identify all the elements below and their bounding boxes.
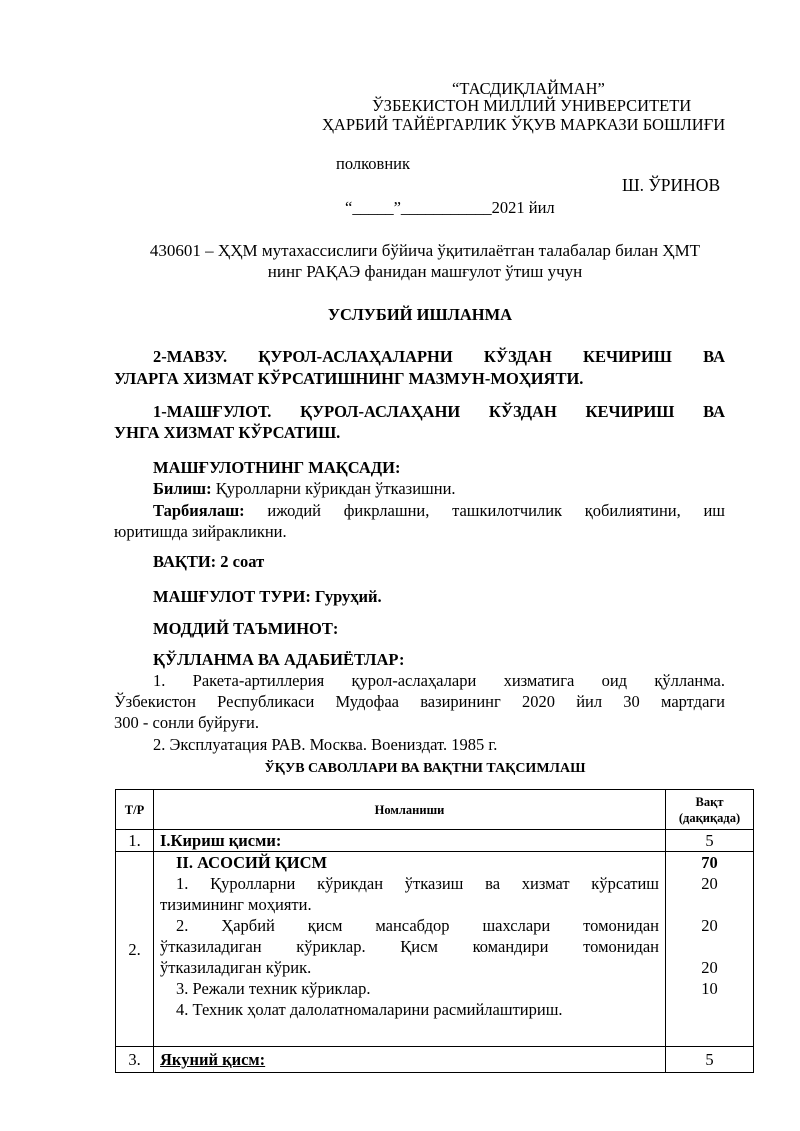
goal-knowledge-label: Билиш: (153, 479, 212, 498)
row-name: I.Кириш қисми: (154, 830, 666, 852)
header-number: Т/Р (116, 790, 154, 830)
schedule-header-row (116, 790, 754, 830)
goal-upbringing-label: Тарбиялаш: (153, 501, 245, 520)
lesson-line-2: УНГА ХИЗМАТ КЎРСАТИШ. (114, 423, 341, 442)
lesson-time: ВАҚТИ: 2 соат (153, 552, 265, 571)
material-support: МОДДИЙ ТАЪМИНОТ: (153, 619, 339, 638)
approval-signer: Ш. ЎРИНОВ (622, 175, 721, 195)
main-item-2-time: 20 (701, 916, 718, 935)
main-item-2-line-3: ўтказиладиган кўрик. (160, 958, 312, 977)
document-title: УСЛУБИЙ ИШЛАНМА (327, 305, 513, 324)
main-part-title: II. АСОСИЙ ҚИСМ (176, 853, 328, 872)
literature-heading: ҚЎЛЛАНМА ВА АДАБИЁТЛАР: (153, 650, 405, 669)
row-name (154, 852, 666, 1047)
goal-upbringing-text: ижодий фикрлашни, ташкилотчилик қобилиятини, иш (244, 501, 725, 520)
intro-line-1: 430601 – ҲҲМ мутахассислиги бўйича ўқитилаётган талабалар билан ҲМТ (149, 241, 701, 260)
main-item-1-time: 20 (701, 874, 718, 893)
literature-item-1-line-1: 1. Ракета-артиллерия қурол-аслаҳалари хизматига оид қўлланма. (153, 671, 725, 690)
row-time (666, 852, 754, 1047)
literature-item-1-line-3: 300 - сонли буйруғи. (114, 713, 259, 732)
header-time-label: Вақт (695, 794, 724, 809)
approval-university: ЎЗБЕКИСТОН МИЛЛИЙ УНИВЕРСИТЕТИ (372, 96, 692, 115)
table-row (116, 1047, 754, 1073)
approval-date: “_____”___________2021 йил (345, 198, 555, 217)
lesson-line-1: 1-МАШҒУЛОТ. ҚУРОЛ-АСЛАҲАНИ КЎЗДАН КЕЧИРИШ ВА (153, 402, 725, 421)
main-part-time: 70 (701, 853, 718, 872)
row-number: 2. (116, 852, 154, 1047)
table-row (116, 852, 754, 1047)
literature-item-1-line-2: Ўзбекистон Республикаси Мудофаа вазирининг 2020 йил 30 мартдаги (114, 692, 725, 711)
row-time: 5 (666, 830, 754, 852)
intro-line-2: нинг РАҚАЭ фанидан машғулот ўтиш учун (267, 262, 583, 281)
main-item-4: 4. Техник ҳолат далолатномаларини расмийлаштириш. (176, 1000, 563, 1019)
main-item-3: 3. Режали техник кўриклар. (176, 979, 371, 998)
main-item-4-time: 10 (701, 979, 718, 998)
header-time (666, 790, 754, 830)
main-item-2-line-1: 2. Ҳарбий қисм мансабдор шахслари томонидан (176, 916, 659, 935)
goal-knowledge-text: Қуролларни кўрикдан ўтказишни. (211, 479, 456, 498)
topic-line-2: УЛАРГА ХИЗМАТ КЎРСАТИШНИНГ МАЗМУН-МОҲИЯТИ. (114, 369, 584, 388)
schedule-table (115, 789, 754, 1073)
goals-heading: МАШҒУЛОТНИНГ МАҚСАДИ: (153, 458, 401, 477)
header-name: Номланиши (154, 790, 666, 830)
approval-rank: полковник (336, 154, 410, 173)
header-time-unit: (дақиқада) (678, 810, 741, 825)
goal-upbringing-line-1 (153, 500, 725, 521)
topic-line-1: 2-МАВЗУ. ҚУРОЛ-АСЛАҲАЛАРНИ КЎЗДАН КЕЧИРИШ ВА (153, 347, 725, 366)
goal-knowledge (153, 478, 456, 499)
main-item-1-line-1: 1. Қуролларни кўрикдан ўтказиш ва хизмат кўрсатиш (176, 874, 659, 893)
literature-item-2: 2. Эксплуатация РАВ. Москва. Воениздат. 1985 г. (153, 735, 498, 754)
schedule-title: ЎҚУВ САВОЛЛАРИ ВА ВАҚТНИ ТАҚСИМЛАШ (264, 761, 586, 776)
row-number: 3. (116, 1047, 154, 1073)
row-number: 1. (116, 830, 154, 852)
approval-title: “ТАСДИҚЛАЙМАН” (452, 79, 605, 98)
row-time: 5 (666, 1047, 754, 1073)
lesson-type: МАШҒУЛОТ ТУРИ: Гуруҳий. (153, 587, 382, 606)
goal-upbringing-line-2: юритишда зийракликни. (114, 522, 287, 541)
main-item-1-line-2: тизимининг моҳияти. (160, 895, 312, 914)
row-name: Якуний қисм: (154, 1047, 666, 1073)
main-item-2-line-2: ўтказиладиган кўриклар. Қисм командири томонидан (160, 937, 659, 956)
main-item-3-time: 20 (701, 958, 718, 977)
approval-center-head: ҲАРБИЙ ТАЙЁРГАРЛИК ЎҚУВ МАРКАЗИ БОШЛИҒИ (322, 115, 726, 134)
table-row (116, 830, 754, 852)
